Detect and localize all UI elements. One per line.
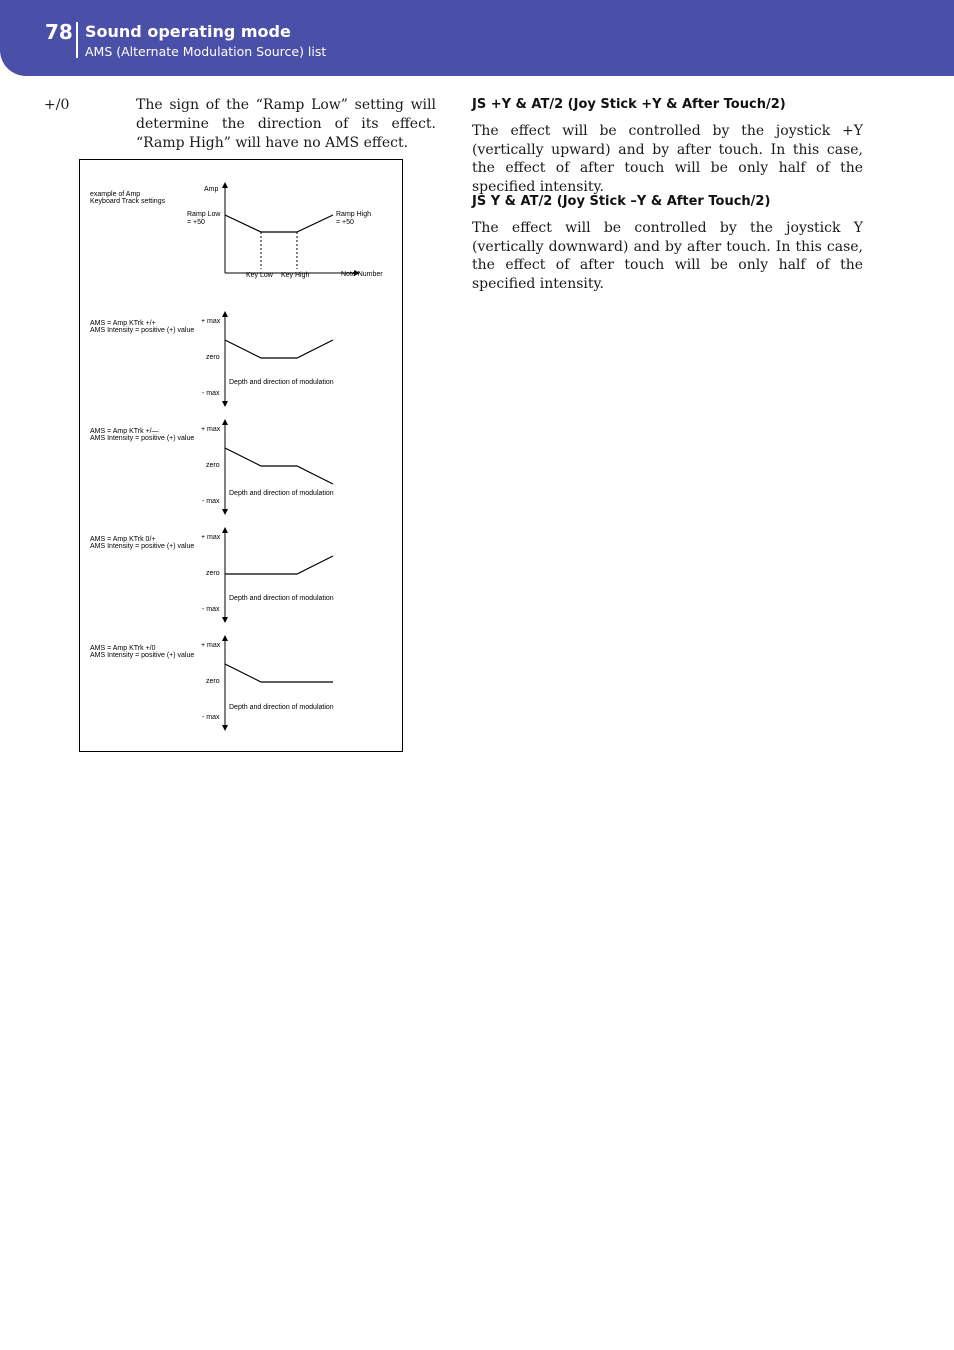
ramp-low-label: Ramp Low [187,211,221,218]
entry-description: The sign of the “Ramp Low” setting will determine the direction of its effect. “Ramp High” will have no AMS effect. [136,97,436,151]
panel2-zero: zero [206,462,220,469]
panel4-minus-max: - max [202,714,220,721]
panel3-intensity: AMS Intensity = positive (+) value [90,543,195,550]
section-subtitle: AMS (Alternate Modulation Source) list [85,44,327,59]
panel2-plus-max: + max [201,426,221,433]
entry-term: +/0 [44,97,70,113]
example-caption-line2: Keyboard Track settings [90,198,166,205]
example-caption-line1: example of Amp [90,191,141,198]
amp-axis-label: Amp [204,186,219,193]
panel1-curve [225,340,333,358]
panel1-minus-max: - max [202,390,220,397]
panel2-depth-label: Depth and direction of modulation [229,490,334,497]
section1-heading: JS +Y & AT/2 (Joy Stick +Y & After Touch/2) [472,97,786,112]
ramp-high-value: = +50 [336,219,354,226]
panel4-label: AMS = Amp KTrk +/0 [90,645,156,652]
panel3-zero: zero [206,570,220,577]
key-high-label: Key High [281,272,310,279]
ramp-high-label: Ramp High [336,211,372,218]
panel4-zero: zero [206,678,220,685]
panel2-intensity: AMS Intensity = positive (+) value [90,435,195,442]
page-header [0,0,954,76]
panel2-label: AMS = Amp KTrk +/— [90,428,159,435]
panel4-intensity: AMS Intensity = positive (+) value [90,652,195,659]
panel4-curve [225,664,333,682]
section2-text: The effect will be controlled by the joystick Y (vertically downward) and by after touch. In this case, the effect of after touch will be only half of the specified intensity. [472,220,863,292]
chapter-title: Sound operating mode [85,22,291,41]
section1-text: The effect will be controlled by the joystick +Y (vertically upward) and by after touch. In this case, the effect of after touch will be only half of the specified intensity. [472,123,863,195]
ramp-low-value: = +50 [187,219,205,226]
panel2-minus-max: - max [202,498,220,505]
panel3-minus-max: - max [202,606,220,613]
panel3-plus-max: + max [201,534,221,541]
page-number: 78 [45,20,73,44]
panel1-zero: zero [206,354,220,361]
panel1-label: AMS = Amp KTrk +/+ [90,320,156,327]
panel3-label: AMS = Amp KTrk 0/+ [90,536,156,543]
panel1-intensity: AMS Intensity = positive (+) value [90,327,195,334]
panel3-depth-label: Depth and direction of modulation [229,595,334,602]
ams-diagram [80,160,404,753]
panel4-plus-max: + max [201,642,221,649]
panel2-curve [225,448,333,484]
panel1-depth-label: Depth and direction of modulation [229,379,334,386]
ams-figure [79,159,403,752]
key-low-label: Key Low [246,272,273,279]
section2-heading: JS Y & AT/2 (Joy Stick –Y & After Touch/2) [472,194,771,209]
note-number-label: Note Number [341,271,383,278]
panel1-plus-max: + max [201,318,221,325]
panel4-depth-label: Depth and direction of modulation [229,704,334,711]
keyboard-track-curve [225,215,333,232]
header-divider [76,22,78,58]
panel3-curve [225,556,333,574]
